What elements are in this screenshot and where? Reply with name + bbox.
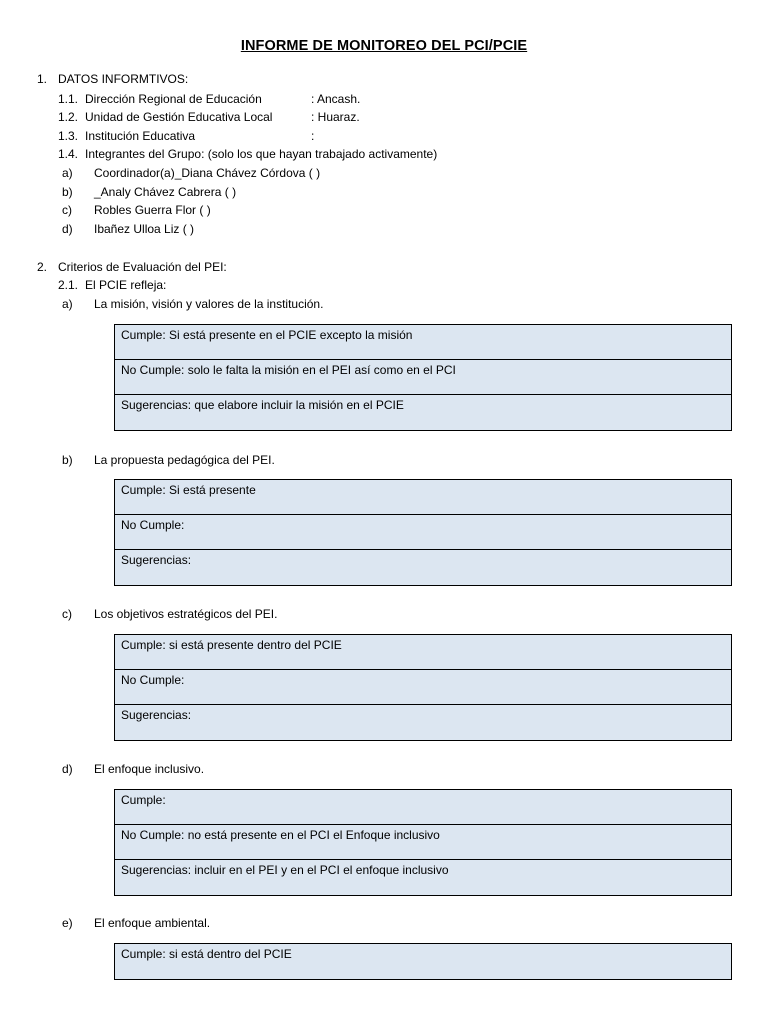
criterion-c-table [114,634,732,741]
member-a-name: Coordinador(a)_Diana Chávez Córdova ( ) [94,166,321,180]
item-2-1-number: 2.1. [58,278,79,292]
sugerencias-cell: Sugerencias: incluir en el PEI y en el PCI el enfoque inclusivo [121,863,449,877]
member-c-letter: c) [62,203,72,217]
criterion-c-label: Los objetivos estratégicos del PEI. [94,607,278,621]
cumple-cell: Cumple: [115,790,731,825]
criterion-b-letter: b) [62,453,73,467]
item-1-4-number: 1.4. [58,147,79,161]
item-1-3-label: Institución Educativa [85,129,196,143]
item-1-3-value: : [311,129,315,143]
section-2-heading: Criterios de Evaluación del PEI: [58,260,227,274]
item-1-1-value: : Ancash. [311,92,361,106]
sugerencias-cell: Sugerencias: [121,553,192,567]
section-1-number: 1. [37,72,48,86]
member-d-letter: d) [62,222,73,236]
criterion-e-table [114,943,732,980]
criterion-d-table [114,789,732,896]
item-1-4-label: Integrantes del Grupo: (solo los que hayan trabajado activamente) [85,147,438,161]
item-1-1-label: Dirección Regional de Educación [85,92,262,106]
member-a-letter: a) [62,166,73,180]
no-cumple-cell: No Cumple: solo le falta la misión en el PEI así como en el PCI [115,360,731,395]
criterion-e-letter: e) [62,916,73,930]
item-2-1-heading: El PCIE refleja: [85,278,167,292]
no-cumple-cell: No Cumple: no está presente en el PCI el Enfoque inclusivo [115,825,731,860]
cumple-cell: Cumple: si está presente dentro del PCIE [115,635,731,670]
section-2-number: 2. [37,260,48,274]
cumple-cell: Cumple: Si está presente [115,480,731,515]
criterion-d-label: El enfoque inclusivo. [94,762,205,776]
cumple-cell: Cumple: Si está presente en el PCIE excepto la misión [115,325,731,360]
sugerencias-cell: Sugerencias: que elabore incluir la misión en el PCIE [121,398,404,412]
criterion-e-label: El enfoque ambiental. [94,916,211,930]
item-1-3-number: 1.3. [58,129,79,143]
member-b-letter: b) [62,185,73,199]
document-title: INFORME DE MONITOREO DEL PCI/PCIE [240,38,528,54]
item-1-2-value: : Huaraz. [311,110,360,124]
criterion-a-letter: a) [62,297,73,311]
section-1-heading: DATOS INFORMTIVOS: [58,72,189,86]
no-cumple-cell: No Cumple: [115,515,731,550]
criterion-d-letter: d) [62,762,73,776]
item-1-2-number: 1.2. [58,110,79,124]
member-d-name: Ibañez Ulloa Liz ( ) [94,222,195,236]
criterion-a-table [114,324,732,431]
criterion-c-letter: c) [62,607,72,621]
criterion-b-label: La propuesta pedagógica del PEI. [94,453,275,467]
no-cumple-cell: No Cumple: [115,670,731,705]
member-b-name: _Analy Chávez Cabrera ( ) [94,185,237,199]
criterion-a-label: La misión, visión y valores de la institución. [94,297,324,311]
sugerencias-cell: Sugerencias: [121,708,192,722]
item-1-1-number: 1.1. [58,92,79,106]
item-1-2-label: Unidad de Gestión Educativa Local [85,110,273,124]
member-c-name: Robles Guerra Flor ( ) [94,203,211,217]
cumple-cell: Cumple: si está dentro del PCIE [121,947,292,961]
criterion-b-table [114,479,732,586]
